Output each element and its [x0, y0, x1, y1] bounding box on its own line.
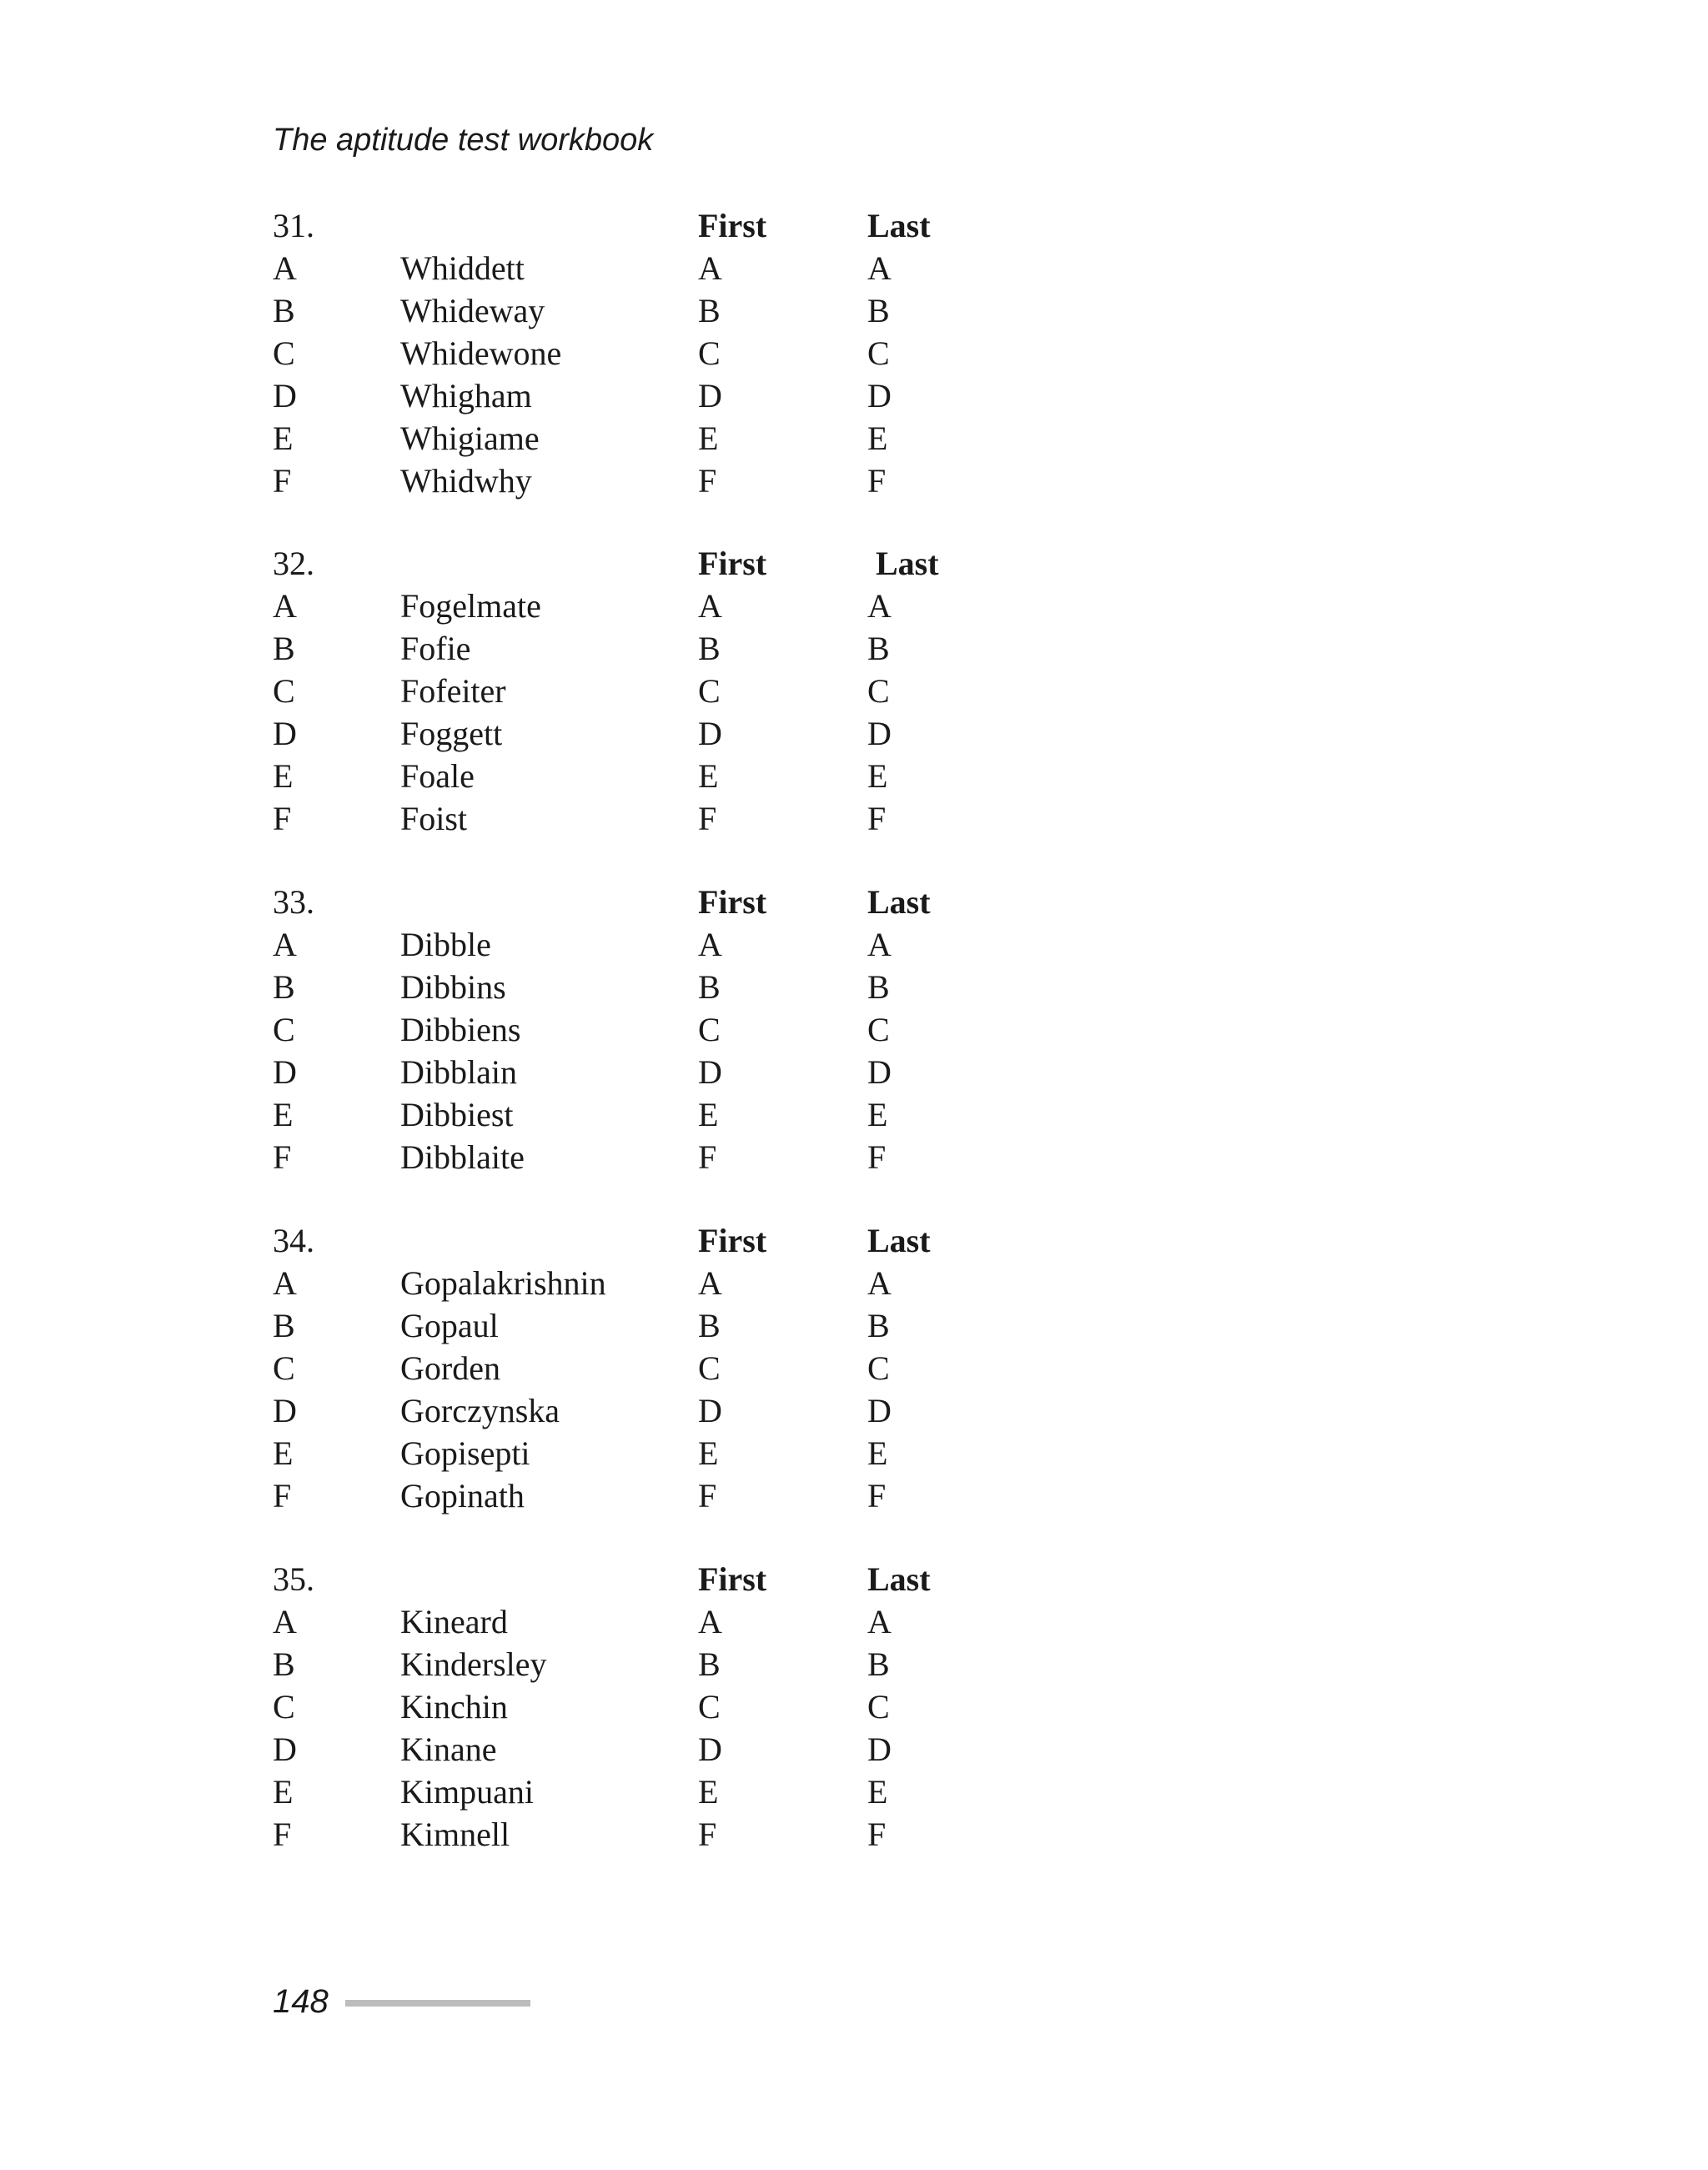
option-letter: E: [273, 1434, 294, 1472]
page-number: 148: [273, 1983, 329, 2020]
first-choice[interactable]: C: [698, 1349, 721, 1387]
option-letter: D: [273, 1053, 297, 1091]
option-letter: B: [273, 630, 295, 667]
first-column-label: First: [698, 545, 767, 582]
last-column-label: Last: [867, 1560, 931, 1598]
option-name: Whidwhy: [400, 462, 532, 500]
first-choice[interactable]: F: [698, 800, 717, 837]
first-choice[interactable]: E: [698, 757, 719, 795]
option-row: [273, 966, 1023, 1008]
option-row: [273, 1474, 1023, 1517]
first-choice[interactable]: E: [698, 1096, 719, 1133]
question-number: 35.: [273, 1560, 314, 1598]
first-choice[interactable]: D: [698, 377, 722, 414]
question-31: [273, 204, 1023, 502]
option-name: Whidewone: [400, 334, 562, 372]
last-choice[interactable]: C: [867, 1688, 890, 1725]
first-choice[interactable]: E: [698, 1773, 719, 1811]
question-number: 31.: [273, 207, 314, 244]
option-letter: B: [273, 1645, 295, 1683]
option-letter: A: [273, 1264, 297, 1302]
option-row: [273, 923, 1023, 966]
question-header-row: [273, 1558, 1023, 1600]
first-choice[interactable]: B: [698, 292, 721, 329]
option-letter: A: [273, 1603, 297, 1640]
option-name: Foggett: [400, 715, 503, 752]
option-letter: B: [273, 968, 295, 1006]
first-choice[interactable]: C: [698, 334, 721, 372]
option-letter: C: [273, 672, 295, 710]
question-header-row: [273, 1219, 1023, 1262]
last-choice[interactable]: C: [867, 1349, 890, 1387]
option-letter: F: [273, 1816, 292, 1853]
option-name: Foist: [400, 800, 468, 837]
first-choice[interactable]: B: [698, 968, 721, 1006]
option-name: Gorczynska: [400, 1392, 560, 1429]
option-row: [273, 1051, 1023, 1093]
option-row: [273, 627, 1023, 670]
option-name: Kinane: [400, 1730, 497, 1768]
question-33: [273, 881, 1023, 1178]
last-choice[interactable]: A: [867, 587, 892, 625]
question-34: [273, 1219, 1023, 1517]
question-header-row: [273, 204, 1023, 247]
running-head-title: The aptitude test workbook: [273, 123, 654, 158]
first-choice[interactable]: B: [698, 1645, 721, 1683]
option-name: Whiddett: [400, 249, 525, 287]
first-choice[interactable]: A: [698, 249, 722, 287]
option-row: [273, 374, 1023, 417]
option-row: [273, 797, 1023, 840]
first-choice[interactable]: D: [698, 715, 722, 752]
first-choice[interactable]: D: [698, 1730, 722, 1768]
option-letter: D: [273, 1392, 297, 1429]
option-letter: D: [273, 377, 297, 414]
last-choice[interactable]: F: [867, 1816, 887, 1853]
option-name: Foale: [400, 757, 475, 795]
option-name: Fogelmate: [400, 587, 541, 625]
option-row: [273, 1389, 1023, 1432]
question-35: [273, 1558, 1023, 1856]
option-name: Whigiame: [400, 419, 540, 457]
option-name: Dibblain: [400, 1053, 517, 1091]
first-choice[interactable]: B: [698, 1307, 721, 1344]
option-name: Gopalakrishnin: [400, 1264, 606, 1302]
option-name: Gopisepti: [400, 1434, 530, 1472]
option-letter: C: [273, 1349, 295, 1387]
option-row: [273, 417, 1023, 460]
option-letter: A: [273, 926, 297, 963]
page-footer: [273, 1981, 530, 2022]
first-column-label: First: [698, 207, 767, 244]
first-choice[interactable]: C: [698, 1688, 721, 1725]
first-column-label: First: [698, 1222, 767, 1259]
first-choice[interactable]: E: [698, 1434, 719, 1472]
option-row: [273, 332, 1023, 374]
option-name: Kinchin: [400, 1688, 508, 1725]
last-choice[interactable]: B: [867, 1645, 890, 1683]
option-row: [273, 247, 1023, 289]
option-letter: F: [273, 462, 292, 500]
first-choice[interactable]: C: [698, 672, 721, 710]
option-name: Whideway: [400, 292, 545, 329]
first-choice[interactable]: B: [698, 630, 721, 667]
option-name: Dibbins: [400, 968, 506, 1006]
question-header-row: [273, 881, 1023, 923]
last-choice[interactable]: D: [867, 1053, 892, 1091]
option-letter: C: [273, 334, 295, 372]
last-choice[interactable]: D: [867, 715, 892, 752]
first-choice[interactable]: F: [698, 1816, 717, 1853]
last-choice[interactable]: D: [867, 1730, 892, 1768]
option-name: Gopaul: [400, 1307, 499, 1344]
option-row: [273, 712, 1023, 755]
question-32: [273, 542, 1023, 840]
option-row: [273, 1347, 1023, 1389]
last-choice[interactable]: E: [867, 1773, 888, 1811]
option-row: [273, 460, 1023, 502]
option-row: [273, 1093, 1023, 1136]
last-choice[interactable]: B: [867, 630, 890, 667]
last-choice[interactable]: E: [867, 419, 888, 457]
last-choice[interactable]: C: [867, 334, 890, 372]
option-row: [273, 1432, 1023, 1474]
option-row: [273, 1304, 1023, 1347]
option-letter: F: [273, 1138, 292, 1176]
first-choice[interactable]: D: [698, 1392, 722, 1429]
option-name: Dibblaite: [400, 1138, 525, 1176]
last-choice[interactable]: A: [867, 1264, 892, 1302]
first-choice[interactable]: D: [698, 1053, 722, 1091]
last-column-label: Last: [867, 883, 931, 921]
last-choice[interactable]: B: [867, 968, 890, 1006]
option-letter: B: [273, 1307, 295, 1344]
option-letter: E: [273, 757, 294, 795]
last-choice[interactable]: B: [867, 1307, 890, 1344]
option-row: [273, 1008, 1023, 1051]
option-name: Kimnell: [400, 1816, 510, 1853]
option-row: [273, 1136, 1023, 1178]
question-number: 33.: [273, 883, 314, 921]
last-choice[interactable]: D: [867, 377, 892, 414]
option-row: [273, 1728, 1023, 1771]
first-choice[interactable]: C: [698, 1011, 721, 1048]
option-letter: F: [273, 1477, 292, 1514]
option-name: Dibbiest: [400, 1096, 514, 1133]
option-letter: D: [273, 1730, 297, 1768]
last-choice[interactable]: A: [867, 249, 892, 287]
last-choice[interactable]: A: [867, 1603, 892, 1640]
last-choice[interactable]: C: [867, 672, 890, 710]
last-choice[interactable]: E: [867, 1434, 888, 1472]
first-choice[interactable]: E: [698, 419, 719, 457]
option-letter: E: [273, 1096, 294, 1133]
first-choice[interactable]: F: [698, 462, 717, 500]
first-column-label: First: [698, 883, 767, 921]
last-choice[interactable]: A: [867, 926, 892, 963]
option-row: [273, 1643, 1023, 1685]
option-name: Fofie: [400, 630, 471, 667]
option-row: [273, 1600, 1023, 1643]
option-row: [273, 289, 1023, 332]
option-name: Dibbiens: [400, 1011, 521, 1048]
option-name: Kindersley: [400, 1645, 547, 1683]
last-choice[interactable]: F: [867, 462, 887, 500]
option-row: [273, 1685, 1023, 1728]
last-choice[interactable]: F: [867, 1138, 887, 1176]
option-name: Kineard: [400, 1603, 508, 1640]
question-number: 34.: [273, 1222, 314, 1259]
last-choice[interactable]: C: [867, 1011, 890, 1048]
last-choice[interactable]: F: [867, 800, 887, 837]
first-choice[interactable]: F: [698, 1138, 717, 1176]
first-column-label: First: [698, 1560, 767, 1598]
last-column-label: Last: [867, 1222, 931, 1259]
option-letter: B: [273, 292, 295, 329]
option-letter: A: [273, 249, 297, 287]
option-letter: E: [273, 1773, 294, 1811]
option-name: Fofeiter: [400, 672, 506, 710]
option-letter: A: [273, 587, 297, 625]
option-name: Dibble: [400, 926, 491, 963]
option-name: Gopinath: [400, 1477, 525, 1514]
option-row: [273, 1771, 1023, 1813]
option-row: [273, 1813, 1023, 1856]
last-choice[interactable]: B: [867, 292, 890, 329]
option-row: [273, 755, 1023, 797]
option-name: Whigham: [400, 377, 532, 414]
option-row: [273, 1262, 1023, 1304]
first-choice[interactable]: A: [698, 1603, 722, 1640]
first-choice[interactable]: F: [698, 1477, 717, 1514]
option-letter: C: [273, 1011, 295, 1048]
last-choice[interactable]: F: [867, 1477, 887, 1514]
option-row: [273, 585, 1023, 627]
option-name: Kimpuani: [400, 1773, 534, 1811]
first-choice[interactable]: A: [698, 1264, 722, 1302]
option-row: [273, 670, 1023, 712]
last-choice[interactable]: E: [867, 1096, 888, 1133]
question-number: 32.: [273, 545, 314, 582]
first-choice[interactable]: A: [698, 587, 722, 625]
last-choice[interactable]: E: [867, 757, 888, 795]
option-letter: D: [273, 715, 297, 752]
option-letter: C: [273, 1688, 295, 1725]
first-choice[interactable]: A: [698, 926, 722, 963]
option-letter: E: [273, 419, 294, 457]
last-column-label: Last: [867, 207, 931, 244]
question-header-row: [273, 542, 1023, 585]
option-name: Gorden: [400, 1349, 500, 1387]
option-letter: F: [273, 800, 292, 837]
last-column-label: Last: [876, 545, 939, 582]
last-choice[interactable]: D: [867, 1392, 892, 1429]
footer-rule: [345, 2000, 530, 2007]
